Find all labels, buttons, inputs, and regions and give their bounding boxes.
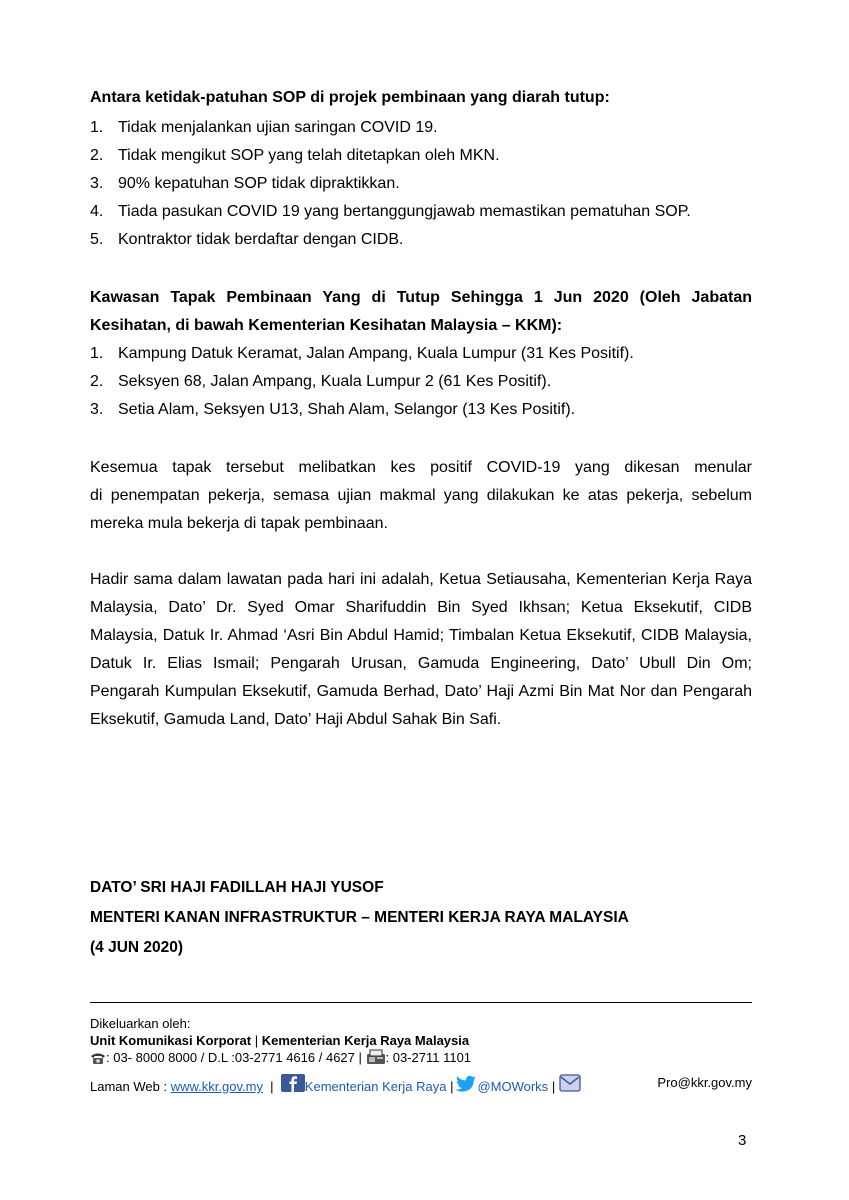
- email-address[interactable]: Pro@kkr.gov.my: [657, 1075, 752, 1090]
- twitter-link[interactable]: @MOWorks: [477, 1079, 549, 1094]
- paragraph-line: Datuk Ir. Elias Ismail; Pengarah Urusan, Gamuda Engineering, Dato’ Ubull Din Om;: [90, 655, 752, 672]
- footer-contact: [90, 1049, 471, 1069]
- section2-heading-line1: Kawasan Tapak Pembinaan Yang di Tutup Sehingga 1 Jun 2020 (Oleh Jabatan: [90, 289, 752, 306]
- email-icon[interactable]: [559, 1074, 581, 1096]
- footer-ministry: Kementerian Kerja Raya Malaysia: [261, 1033, 470, 1048]
- page-number: 3: [738, 1132, 747, 1149]
- paragraph-line: mereka mula bekerja di tapak pembinaan.: [90, 515, 388, 532]
- fax-icon: [366, 1049, 386, 1069]
- paragraph-line: Malaysia, Dato’ Dr. Syed Omar Sharifuddin Bin Syed Ikhsan; Ketua Eksekutif, CIDB: [90, 599, 752, 616]
- list-item: 3. 90% kepatuhan SOP tidak dipraktikkan.: [90, 175, 400, 192]
- list-item: 2. Seksyen 68, Jalan Ampang, Kuala Lumpur 2 (61 Kes Positif).: [90, 373, 552, 390]
- list-item: 5. Kontraktor tidak berdaftar dengan CIDB.: [90, 231, 404, 248]
- website-link[interactable]: www.kkr.gov.my: [170, 1079, 263, 1094]
- list-item: 2. Tidak mengikut SOP yang telah ditetapkan oleh MKN.: [90, 147, 500, 164]
- footer-divider: [90, 1002, 752, 1003]
- list-item: 1. Tidak menjalankan ujian saringan COVID 19.: [90, 119, 438, 136]
- section2-heading-line2: Kesihatan, di bawah Kementerian Kesihatan Malaysia – KKM):: [90, 317, 563, 334]
- paragraph-line: Eksekutif, Gamuda Land, Dato’ Haji Abdul Sahak Bin Safi.: [90, 711, 502, 728]
- footer-phone: : 03- 8000 8000 / D.L :03-2771 4616 / 4627 |: [106, 1050, 362, 1065]
- facebook-link[interactable]: Kementerian Kerja Raya: [304, 1079, 447, 1094]
- section1-heading: Antara ketidak-patuhan SOP di projek pembinaan yang diarah tutup:: [90, 89, 610, 106]
- facebook-icon[interactable]: [281, 1074, 305, 1096]
- footer-organization: Unit Komunikasi Korporat | Kementerian Kerja Raya Malaysia: [90, 1033, 470, 1048]
- footer-issued-by: Dikeluarkan oleh:: [90, 1016, 191, 1031]
- paragraph-line: Hadir sama dalam lawatan pada hari ini adalah, Ketua Setiausaha, Kementerian Kerja Raya: [90, 571, 752, 588]
- list-item: 3. Setia Alam, Seksyen U13, Shah Alam, Selangor (13 Kes Positif).: [90, 401, 576, 418]
- footer-fax: : 03-2711 1101: [385, 1050, 472, 1065]
- list-item: 4. Tiada pasukan COVID 19 yang bertanggungjawab memastikan pematuhan SOP.: [90, 203, 691, 220]
- signature-title: MENTERI KANAN INFRASTRUKTUR – MENTERI KERJA RAYA MALAYSIA: [90, 909, 629, 926]
- paragraph-line: Kesemua tapak tersebut melibatkan kes positif COVID-19 yang dikesan menular: [90, 459, 752, 476]
- paragraph-line: di penempatan pekerja, semasa ujian makmal yang dilakukan ke atas pekerja, sebelum: [90, 487, 752, 504]
- signature-date: (4 JUN 2020): [90, 939, 184, 956]
- web-label: Laman Web :: [90, 1079, 168, 1094]
- signature-name: DATO’ SRI HAJI FADILLAH HAJI YUSOF: [90, 879, 384, 896]
- footer-unit: Unit Komunikasi Korporat: [90, 1033, 252, 1048]
- paragraph-line: Malaysia, Datuk Ir. Ahmad ‘Asri Bin Abdul Hamid; Timbalan Ketua Eksekutif, CIDB Malaysia,: [90, 627, 752, 644]
- footer-links: Laman Web : www.kkr.gov.my | Kementerian Kerja Raya | @MOWorks | Pro@kkr.gov.my: [90, 1074, 752, 1097]
- list-item: 1. Kampung Datuk Keramat, Jalan Ampang, Kuala Lumpur (31 Kes Positif).: [90, 345, 634, 362]
- twitter-icon[interactable]: [453, 1075, 477, 1097]
- paragraph-sites: [90, 454, 752, 538]
- telephone-icon: [90, 1051, 106, 1069]
- paragraph-line: Pengarah Kumpulan Eksekutif, Gamuda Berhad, Dato’ Haji Azmi Bin Mat Nor dan Pengarah: [90, 683, 752, 700]
- paragraph-attendees: [90, 566, 752, 734]
